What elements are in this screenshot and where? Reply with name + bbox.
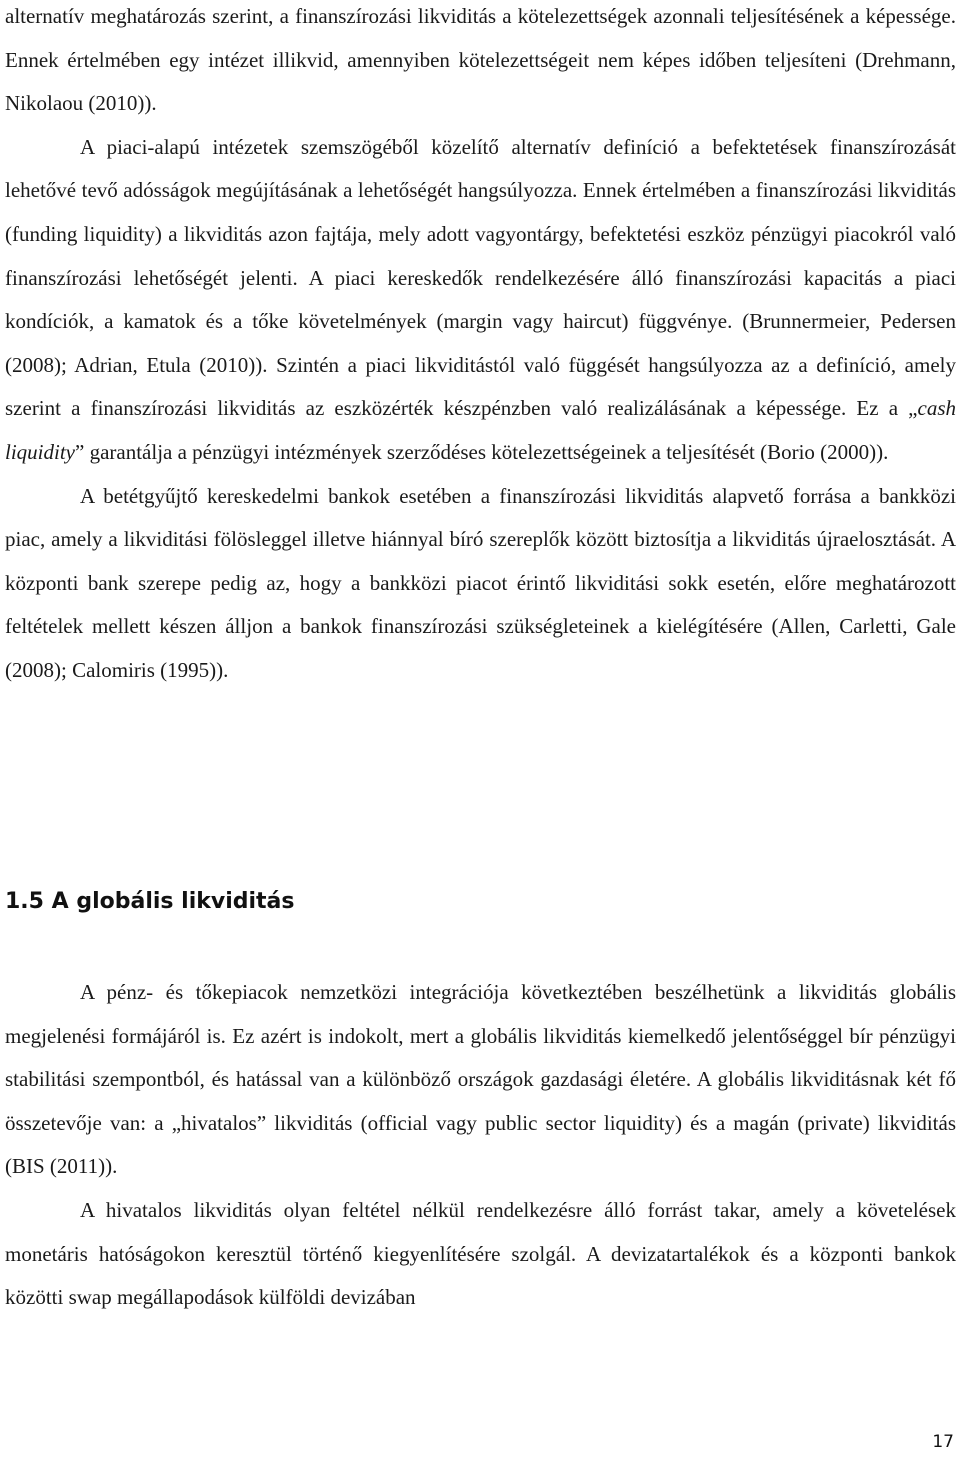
paragraph xyxy=(5,971,956,1189)
italic-text: cash liquidity xyxy=(5,396,956,464)
text-run: alternatív meghatározás szerint, a finanszírozási likviditás a kötelezettségek azonnali teljesítésének a képessége. Ennek értelmében egy intézet illikvid, amennyiben kötelezettségeit nem képes időben teljesíteni (Drehmann, Nikolaou (2010)). xyxy=(5,4,956,116)
page-number: 17 xyxy=(932,1432,954,1452)
text-run: ” garantálja a pénzügyi intézmények szerződéses kötelezettségeinek a teljesítését (Borio (2000)). xyxy=(75,439,889,464)
text-run: A hivatalos likviditás olyan feltétel nélkül rendelkezésre álló forrást takar, amely a követelések monetáris hatóságokon keresztül történő kiegyenlítésére szolgál. A devizatartalékok és a központi bankok közötti swap megállapodások külföldi devizában xyxy=(5,1197,956,1310)
text-run: A betétgyűjtő kereskedelmi bankok esetében a finanszírozási likviditás alapvető forrása a bankközi piac, amely a likviditási fölösleggel illetve hiánnyal bíró szereplők között biztosítja a likviditás újraelosztását. A központi bank szerepe pedig az, hogy a bankközi piacot érintő likviditási sokk esetén, előre meghatározott feltételek mellett készen álljon a bankok finanszírozási szükségleteinek a kielégítésére (Allen, Carletti, Gale (2008); Calomiris (1995)). xyxy=(5,483,956,682)
section-heading: 1.5 A globális likviditás xyxy=(5,889,295,914)
paragraph xyxy=(5,0,956,126)
document-body-bottom xyxy=(5,971,956,1320)
text-run: A piaci-alapú intézetek szemszögéből közelítő alternatív definíció a befektetések finanszírozását lehetővé tevő adósságok megújításának a lehetőségét hangsúlyozza. Ennek értelmében a finanszírozási likviditás (funding liquidity) a likviditás azon fajtája, mely adott vagyontárgy, befektetési eszköz pénzügyi piacokról való finanszírozási lehetőségét jelenti. A piaci kereskedők rendelkezésére álló finanszírozási kapacitás a piaci kondíciók, a kamatok és a tőke követelmények (margin vagy haircut) függvénye. (Brunnermeier, Pedersen (2008); Adrian, Etula (2010)). Szintén a piaci likviditástól való függését hangsúlyozza az a definíció, amely szerint a finanszírozási likviditás az eszközérték készpénzben való realizálásának a képessége. Ez a „ xyxy=(5,134,956,421)
paragraph xyxy=(5,475,956,693)
paragraph xyxy=(5,126,956,475)
text-run: A pénz- és tőkepiacok nemzetközi integrációja következtében beszélhetünk a likviditás globális megjelenési formájáról is. Ez azért is indokolt, mert a globális likviditás kiemelkedő jelentőséggel bír pénzügyi stabilitási szempontból, és hatással van a különböző országok gazdasági életére. A globális likviditásnak két fő összetevője van: a „hivatalos” likviditás (official vagy public sector liquidity) és a magán (private) likviditás (BIS (2011)). xyxy=(5,980,956,1179)
paragraph xyxy=(5,1189,956,1320)
document-body-top xyxy=(5,0,956,693)
